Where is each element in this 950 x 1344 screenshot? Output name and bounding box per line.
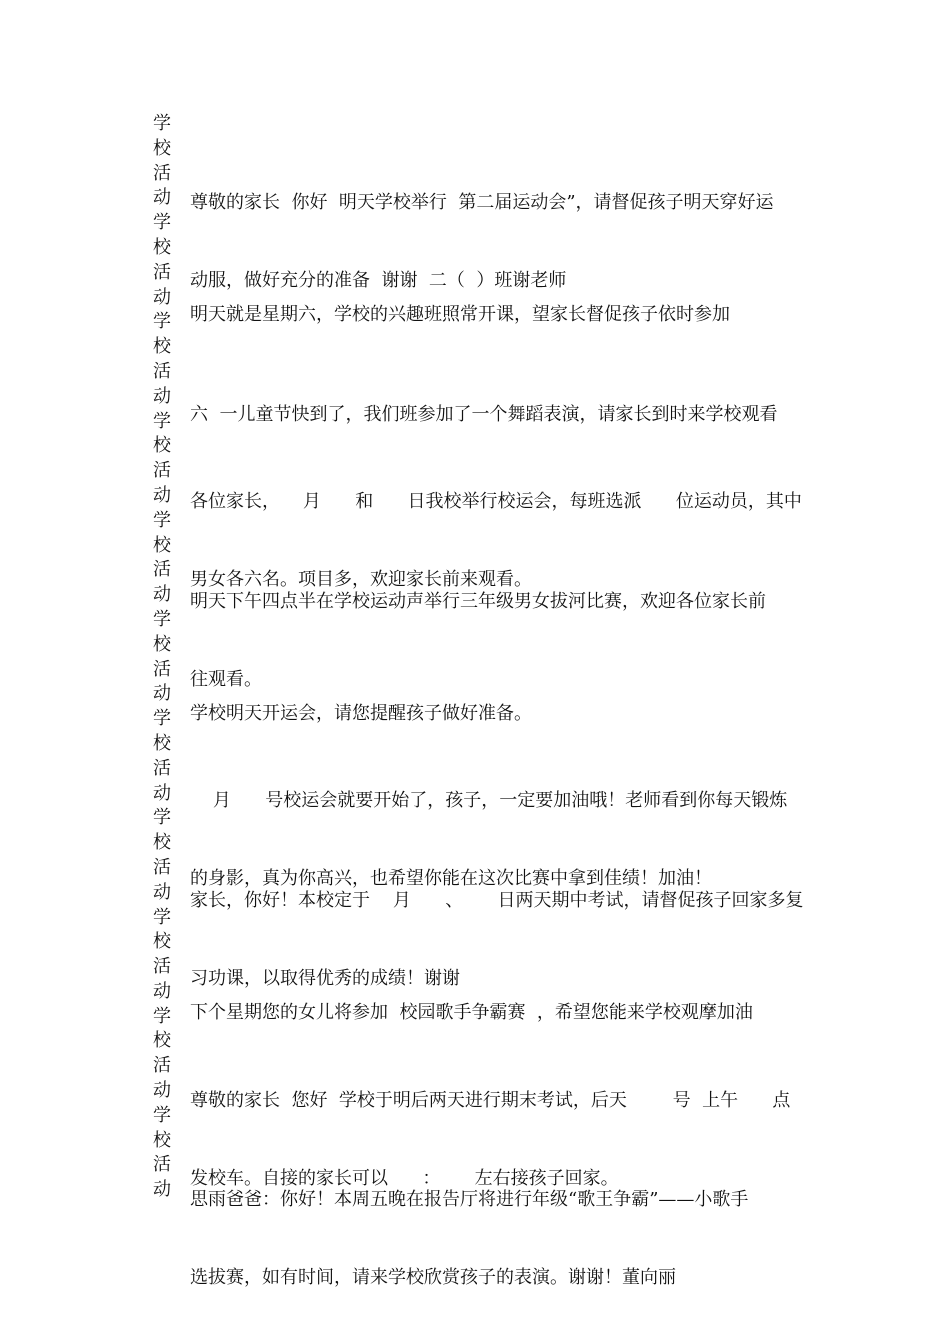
vertical-label-char: 活 [153,757,171,779]
vertical-label-char: 校 [153,832,171,854]
vertical-label-char: 动 [153,385,171,407]
entry-line: 的身影，真为你高兴，也希望你能在这次比赛中拿到佳绩！加油！ [190,868,712,889]
vertical-label-char: 学 [153,311,171,333]
vertical-label-char: 活 [153,956,171,978]
vertical-label-char: 学 [153,1005,171,1027]
vertical-label-char: 校 [153,534,171,556]
vertical-label-char: 动 [153,286,171,308]
entry-line: 六 一儿童节快到了，我们班参加了一个舞蹈表演，请家长到时来学校观看 [190,404,778,425]
vertical-label-char: 活 [153,360,171,382]
vertical-label-char: 动 [153,1080,171,1102]
entry-line: 尊敬的家长 您好 学校于明后两天进行期末考试，后天 号 上午 点 [190,1090,791,1111]
vertical-label-char: 学 [153,410,171,432]
vertical-label-char: 学 [153,509,171,531]
vertical-label-char: 校 [153,1129,171,1151]
vertical-label-char: 学 [153,906,171,928]
vertical-label-char: 学 [153,212,171,234]
vertical-label-char: 校 [153,336,171,358]
vertical-label-char: 校 [153,732,171,754]
vertical-label-char: 活 [153,1154,171,1176]
notice-entry-11 [190,1135,810,1343]
entry-line: 下个星期您的女儿将参加 校园歌手争霸赛 ，希望您能来学校观摩加油 [190,1002,753,1023]
vertical-label-char: 校 [153,435,171,457]
vertical-label-char: 活 [153,162,171,184]
vertical-label-char: 学 [153,807,171,829]
vertical-label-char: 活 [153,856,171,878]
entry-line: 尊敬的家长 你好 明天学校举行 第二届运动会”，请督促孩子明天穿好运 [190,192,774,213]
vertical-label-char: 校 [153,236,171,258]
vertical-label-char: 动 [153,782,171,804]
vertical-label-column [150,112,174,1203]
entry-line: 学校明天开运会，请您提醒孩子做好准备。 [190,703,532,724]
entry-line: 男女各六名。项目多，欢迎家长前来观看。 [190,569,532,590]
vertical-label-char: 学 [153,113,171,134]
vertical-label-char: 学 [153,708,171,730]
entry-line: 家长，你好！本校定于 月 、 日两天期中考试，请督促孩子回家多复 [190,890,804,911]
vertical-label-char: 动 [153,881,171,903]
vertical-label-char: 校 [153,1030,171,1052]
vertical-label-char: 学 [153,1104,171,1126]
vertical-label-char: 活 [153,460,171,482]
entry-line: 月 号校运会就要开始了，孩子，一定要加油哦！老师看到你每天锻炼 [190,790,788,811]
entry-line: 动服，做好充分的准备 谢谢 二（ ）班谢老师 [190,270,567,291]
vertical-label-char: 动 [153,683,171,705]
vertical-label-char: 学 [153,608,171,630]
vertical-label-char: 校 [153,633,171,655]
entry-line: 思雨爸爸：你好！本周五晚在报告厅将进行年级“歌王争霸”——小歌手 [190,1189,749,1210]
vertical-label-char: 活 [153,1055,171,1077]
vertical-label-char: 活 [153,261,171,283]
entry-line: 明天就是星期六，学校的兴趣班照常开课，望家长督促孩子依时参加 [190,304,730,325]
entry-line: 往观看。 [190,669,262,690]
entry-line: 明天下午四点半在学校运动声举行三年级男女拔河比赛，欢迎各位家长前 [190,591,766,612]
entry-line: 各位家长， 月 和 日我校举行校运会，每班选派 位运动员，其中 [190,491,802,512]
vertical-label-char: 活 [153,559,171,581]
vertical-label-char: 校 [153,137,171,159]
vertical-label-char: 动 [153,187,171,209]
entry-line: 发校车。自接的家长可以 ： 左右接孩子回家。 [190,1168,619,1189]
entry-line: 选拔赛，如有时间，请来学校欣赏孩子的表演。谢谢！董向丽 [190,1267,676,1288]
vertical-label-char: 活 [153,658,171,680]
vertical-label-char: 动 [153,980,171,1002]
vertical-label-char: 动 [153,484,171,506]
entry-line: 习功课，以取得优秀的成绩！谢谢 [190,968,460,989]
vertical-label-char: 校 [153,931,171,953]
vertical-label-char: 动 [153,1179,171,1201]
vertical-label-char: 动 [153,584,171,606]
